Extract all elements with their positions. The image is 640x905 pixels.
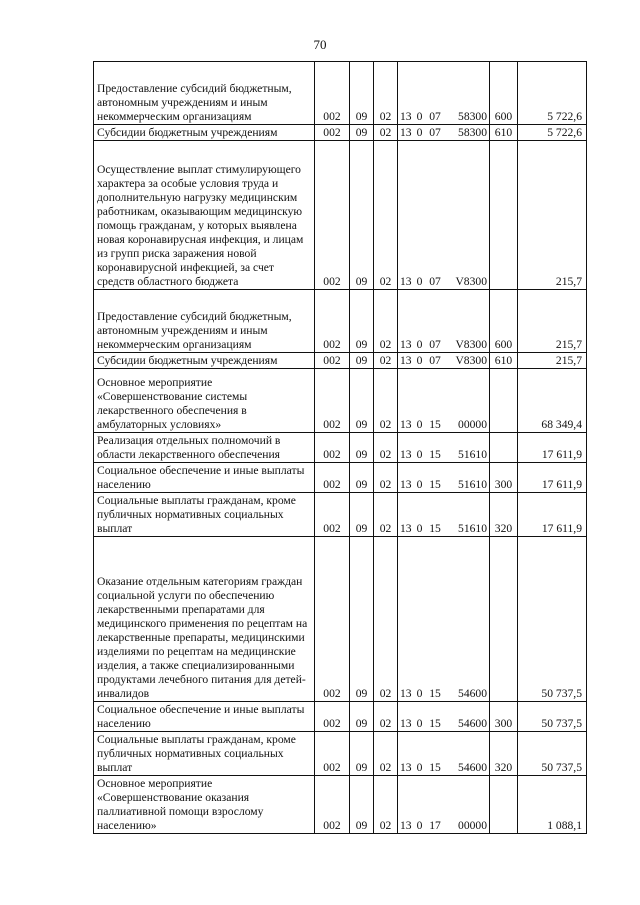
csr-program: 13 [400,354,412,367]
csr-program: 13 [400,522,412,535]
cell-ved: 002 [315,732,350,776]
cell-ved: 002 [315,125,350,141]
table-row [94,702,587,732]
csr-subprogram: 0 [416,418,423,431]
cell-rz: 09 [350,141,374,290]
table-row [94,353,587,369]
csr-subprogram: 0 [416,687,423,700]
cell-csr [398,493,490,537]
cell-sum: 17 611,9 [518,463,587,493]
table-row [94,369,587,433]
cell-name: Субсидии бюджетным учреждениям [94,125,315,141]
csr-subprogram: 0 [416,448,423,461]
csr-main-activity: 15 [429,478,441,491]
csr-program: 13 [400,717,412,730]
csr-main-activity: 07 [429,338,441,351]
csr-direction: 51610 [458,478,487,491]
csr-program: 13 [400,338,412,351]
cell-csr [398,776,490,834]
table-row [94,732,587,776]
cell-rz: 09 [350,433,374,463]
cell-rz: 09 [350,125,374,141]
csr-main-activity: 15 [429,522,441,535]
cell-pr: 02 [374,369,398,433]
cell-ved: 002 [315,493,350,537]
cell-ved: 002 [315,463,350,493]
cell-sum: 68 349,4 [518,369,587,433]
cell-ved: 002 [315,62,350,125]
csr-subprogram: 0 [416,354,423,367]
cell-vr [490,776,518,834]
cell-csr [398,463,490,493]
cell-csr [398,433,490,463]
cell-pr: 02 [374,463,398,493]
csr-direction: 54600 [458,687,487,700]
csr-subprogram: 0 [416,819,423,832]
cell-pr: 02 [374,125,398,141]
cell-name: Предоставление субсидий бюджетным, автономным учреждениям и иным некоммерческим организациям [94,290,315,353]
cell-pr: 02 [374,732,398,776]
cell-csr [398,732,490,776]
cell-csr [398,369,490,433]
table-body [94,62,587,834]
table-row [94,290,587,353]
cell-vr [490,433,518,463]
cell-name: Социальное обеспечение и иные выплаты населению [94,702,315,732]
csr-program: 13 [400,687,412,700]
cell-sum: 215,7 [518,353,587,369]
cell-name: Оказание отдельным категориям граждан социальной услуги по обеспечению лекарственными препаратами для медицинского применения по рецептам на лекарственные препараты, медицинскими изделиями по рецептам на медицинские изделия, а также специализированными продуктами лечебного питания для детей-инвалидов [94,537,315,702]
csr-main-activity: 15 [429,448,441,461]
cell-ved: 002 [315,702,350,732]
csr-program: 13 [400,418,412,431]
cell-name: Социальные выплаты гражданам, кроме публичных нормативных социальных выплат [94,732,315,776]
csr-program: 13 [400,126,412,139]
cell-sum: 17 611,9 [518,493,587,537]
cell-sum: 50 737,5 [518,537,587,702]
cell-ved: 002 [315,369,350,433]
cell-pr: 02 [374,62,398,125]
csr-direction: 58300 [458,126,487,139]
cell-sum: 5 722,6 [518,125,587,141]
csr-main-activity: 17 [429,819,441,832]
csr-main-activity: 15 [429,761,441,774]
csr-subprogram: 0 [416,478,423,491]
csr-main-activity: 07 [429,126,441,139]
cell-pr: 02 [374,702,398,732]
cell-csr [398,62,490,125]
cell-name: Осуществление выплат стимулирующего характера за особые условия труда и дополнительную нагрузку медицинским работникам, оказывающим медицинскую помощь гражданам, у которых выявлена новая коронавирусная инфекция, и лицам из групп риска заражения новой коронавирусной инфекцией, за счет средств областного бюджета [94,141,315,290]
cell-rz: 09 [350,463,374,493]
csr-main-activity: 15 [429,687,441,700]
csr-program: 13 [400,478,412,491]
cell-rz: 09 [350,537,374,702]
cell-name: Субсидии бюджетным учреждениям [94,353,315,369]
csr-direction: 51610 [458,522,487,535]
cell-vr [490,537,518,702]
cell-pr: 02 [374,353,398,369]
cell-name: Социальное обеспечение и иные выплаты населению [94,463,315,493]
csr-subprogram: 0 [416,338,423,351]
cell-vr: 600 [490,62,518,125]
cell-vr: 320 [490,493,518,537]
csr-main-activity: 07 [429,275,441,288]
cell-vr: 610 [490,353,518,369]
cell-pr: 02 [374,433,398,463]
cell-ved: 002 [315,290,350,353]
cell-vr [490,369,518,433]
table-row [94,433,587,463]
csr-direction: 00000 [458,819,487,832]
cell-pr: 02 [374,290,398,353]
csr-direction: 00000 [458,418,487,431]
csr-direction: 58300 [458,110,487,123]
cell-ved: 002 [315,776,350,834]
csr-main-activity: 15 [429,717,441,730]
cell-csr [398,702,490,732]
csr-subprogram: 0 [416,275,423,288]
cell-rz: 09 [350,290,374,353]
budget-table [93,61,587,834]
cell-rz: 09 [350,369,374,433]
cell-rz: 09 [350,776,374,834]
csr-program: 13 [400,819,412,832]
cell-rz: 09 [350,702,374,732]
cell-ved: 002 [315,433,350,463]
cell-csr [398,353,490,369]
page-number: 70 [313,37,327,52]
cell-pr: 02 [374,141,398,290]
csr-direction: V8300 [455,275,487,288]
table-row [94,776,587,834]
table-row [94,125,587,141]
csr-main-activity: 07 [429,354,441,367]
cell-name: Основное мероприятие «Совершенствование оказания паллиативной помощи взрослому населению» [94,776,315,834]
cell-sum: 5 722,6 [518,62,587,125]
table-row [94,141,587,290]
table-row [94,537,587,702]
cell-name: Основное мероприятие «Совершенствование системы лекарственного обеспечения в амбулаторных условиях» [94,369,315,433]
table-row [94,493,587,537]
cell-ved: 002 [315,353,350,369]
cell-csr [398,125,490,141]
cell-sum: 215,7 [518,141,587,290]
cell-rz: 09 [350,493,374,537]
csr-direction: V8300 [455,354,487,367]
cell-pr: 02 [374,776,398,834]
csr-direction: 51610 [458,448,487,461]
cell-pr: 02 [374,537,398,702]
cell-name: Реализация отдельных полномочий в области лекарственного обеспечения [94,433,315,463]
cell-ved: 002 [315,141,350,290]
csr-subprogram: 0 [416,110,423,123]
csr-direction: V8300 [455,338,487,351]
cell-rz: 09 [350,353,374,369]
cell-csr [398,537,490,702]
csr-direction: 54600 [458,717,487,730]
csr-main-activity: 07 [429,110,441,123]
cell-rz: 09 [350,62,374,125]
cell-name: Социальные выплаты гражданам, кроме публичных нормативных социальных выплат [94,493,315,537]
csr-program: 13 [400,110,412,123]
cell-vr: 320 [490,732,518,776]
cell-sum: 50 737,5 [518,732,587,776]
cell-sum: 50 737,5 [518,702,587,732]
cell-vr: 300 [490,702,518,732]
cell-pr: 02 [374,493,398,537]
csr-subprogram: 0 [416,761,423,774]
cell-vr: 610 [490,125,518,141]
cell-vr [490,141,518,290]
table-row [94,62,587,125]
table-row [94,463,587,493]
csr-program: 13 [400,275,412,288]
csr-subprogram: 0 [416,717,423,730]
cell-csr [398,290,490,353]
csr-program: 13 [400,761,412,774]
cell-sum: 17 611,9 [518,433,587,463]
csr-main-activity: 15 [429,418,441,431]
csr-subprogram: 0 [416,126,423,139]
cell-csr [398,141,490,290]
csr-direction: 54600 [458,761,487,774]
cell-vr: 300 [490,463,518,493]
cell-sum: 215,7 [518,290,587,353]
cell-ved: 002 [315,537,350,702]
csr-program: 13 [400,448,412,461]
csr-subprogram: 0 [416,522,423,535]
cell-rz: 09 [350,732,374,776]
cell-sum: 1 088,1 [518,776,587,834]
cell-vr: 600 [490,290,518,353]
cell-name: Предоставление субсидий бюджетным, автономным учреждениям и иным некоммерческим организациям [94,62,315,125]
